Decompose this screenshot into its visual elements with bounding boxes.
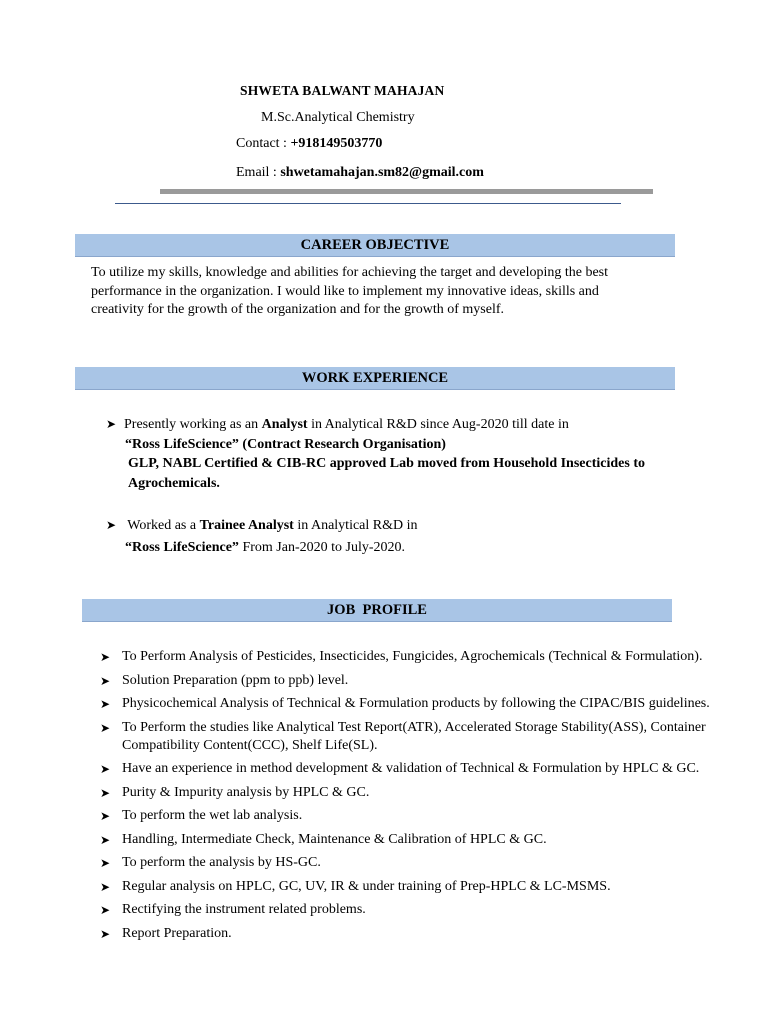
list-item: ➤ Report Preparation. bbox=[100, 925, 232, 941]
work-experience-item bbox=[106, 415, 706, 493]
contact-line bbox=[236, 136, 382, 152]
arrow-bullet-icon: ➤ bbox=[100, 762, 111, 776]
experience-role: Analyst bbox=[261, 417, 308, 432]
degree-line: M.Sc.Analytical Chemistry bbox=[261, 110, 415, 125]
arrow-bullet-icon: ➤ bbox=[100, 809, 111, 823]
work-experience-item bbox=[106, 516, 706, 557]
arrow-bullet-icon: ➤ bbox=[106, 417, 117, 431]
email-line bbox=[236, 165, 484, 181]
list-item: ➤ Rectifying the instrument related problems. bbox=[100, 902, 366, 917]
experience-text: Worked as a bbox=[124, 518, 200, 533]
arrow-bullet-icon: ➤ bbox=[100, 832, 111, 847]
arrow-bullet-icon: ➤ bbox=[100, 903, 111, 917]
list-item: ➤ Physicochemical Analysis of Technical & Formulation products by following the CIPAC/BIS guidelines. bbox=[100, 696, 710, 711]
list-item: ➤ Regular analysis on HPLC, GC, UV, IR & under training of Prep-HPLC & LC-MSMS. bbox=[100, 878, 611, 894]
arrow-bullet-icon: ➤ bbox=[100, 879, 111, 894]
arrow-bullet-icon: ➤ bbox=[100, 856, 111, 870]
list-item: ➤ To Perform the studies like Analytical Test Report(ATR), Accelerated Storage Stability(ASS), Container Compatibility Content(CCC), Shelf Life(SL). bbox=[100, 719, 706, 753]
arrow-bullet-icon: ➤ bbox=[100, 673, 111, 688]
email-label: Email : bbox=[236, 165, 281, 180]
job-profile-list bbox=[100, 648, 710, 948]
contact-label: Contact : bbox=[236, 136, 291, 151]
section-heading-work-experience: WORK EXPERIENCE bbox=[75, 367, 675, 390]
list-item: ➤ To perform the wet lab analysis. bbox=[100, 808, 303, 823]
arrow-bullet-icon: ➤ bbox=[100, 720, 111, 735]
list-item: ➤ Handling, Intermediate Check, Maintenance & Calibration of HPLC & GC. bbox=[100, 831, 547, 847]
arrow-bullet-icon: ➤ bbox=[100, 926, 111, 941]
experience-text: Presently working as an bbox=[124, 417, 262, 432]
career-objective-text: To utilize my skills, knowledge and abilities for achieving the target and developing the best performance in the organization. I would like to implement my innovative ideas, skills and creativity for the growth of the organization and for the growth of myself. bbox=[91, 265, 609, 317]
arrow-bullet-icon: ➤ bbox=[100, 650, 111, 664]
section-heading-career-objective: CAREER OBJECTIVE bbox=[75, 234, 675, 257]
experience-company: “Ross LifeScience” (Contract Research Organisation) bbox=[125, 436, 446, 452]
header-divider-thick bbox=[160, 189, 653, 194]
list-item: ➤ Purity & Impurity analysis by HPLC & GC. bbox=[100, 784, 370, 800]
list-item: ➤ Solution Preparation (ppm to ppb) level. bbox=[100, 672, 349, 688]
header-divider-thin bbox=[115, 203, 621, 204]
experience-period: From Jan-2020 to July-2020. bbox=[238, 539, 405, 555]
experience-company: “Ross LifeScience” bbox=[125, 539, 239, 555]
experience-text: in Analytical R&D in bbox=[293, 518, 418, 533]
arrow-bullet-icon: ➤ bbox=[100, 697, 111, 711]
candidate-name: SHWETA BALWANT MAHAJAN bbox=[240, 83, 445, 98]
experience-role: Trainee Analyst bbox=[199, 518, 294, 533]
email-value[interactable]: shwetamahajan.sm82@gmail.com bbox=[280, 165, 484, 180]
list-item: ➤ Have an experience in method development & validation of Technical & Formulation by HPLC & GC. bbox=[100, 761, 700, 776]
list-item: ➤ To perform the analysis by HS-GC. bbox=[100, 855, 321, 870]
list-item: ➤ To Perform Analysis of Pesticides, Insecticides, Fungicides, Agrochemicals (Technical & Formulation). bbox=[100, 649, 703, 664]
experience-text: in Analytical R&D since Aug-2020 till date in bbox=[307, 417, 569, 432]
contact-value: +918149503770 bbox=[290, 136, 383, 151]
section-heading-job-profile: JOB PROFILE bbox=[82, 599, 672, 622]
experience-note: GLP, NABL Certified & CIB-RC approved Lab moved from Household Insecticides to Agrochemicals. bbox=[128, 456, 645, 491]
arrow-bullet-icon: ➤ bbox=[106, 518, 117, 532]
arrow-bullet-icon: ➤ bbox=[100, 785, 111, 800]
